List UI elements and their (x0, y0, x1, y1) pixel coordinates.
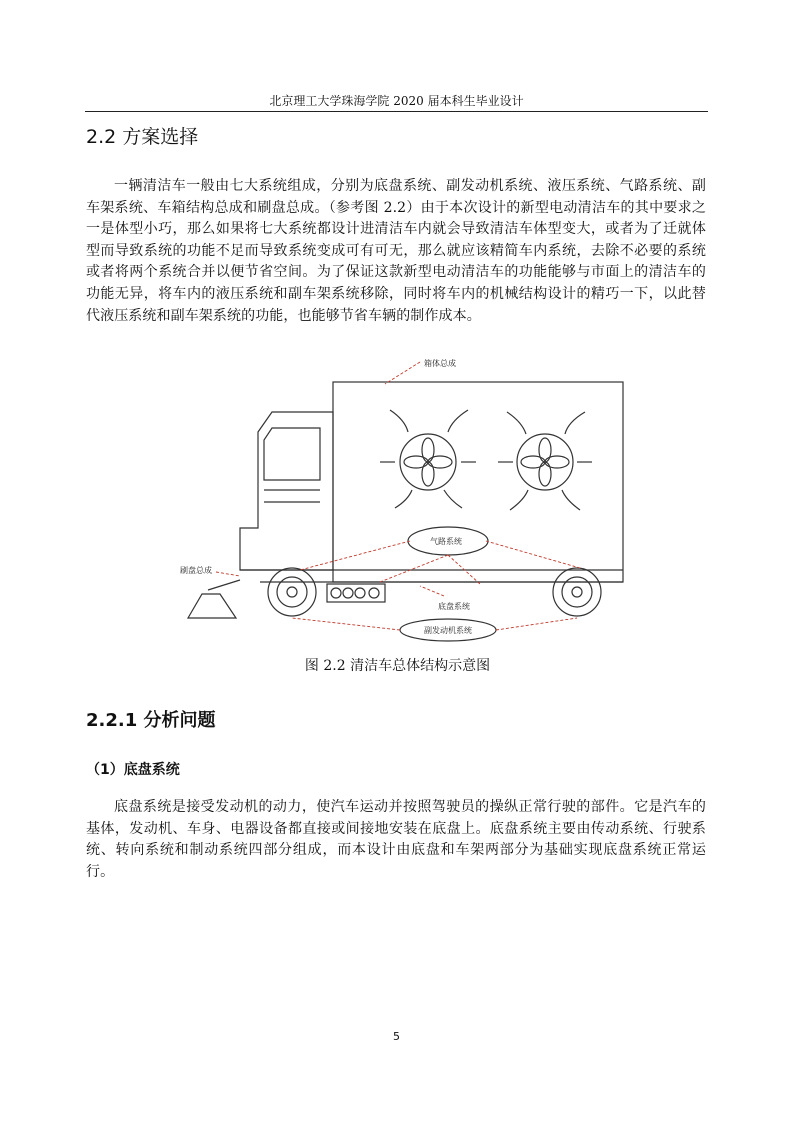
subsection-title: 2.2.1 分析问题 (86, 710, 216, 731)
engine-block (327, 584, 385, 602)
fan-right (517, 434, 573, 490)
figure-caption: 图 2.2 清洁车总体结构示意图 (304, 658, 491, 674)
label-box: 箱体总成 (424, 359, 456, 368)
brush-head (188, 594, 236, 618)
header-rule (85, 111, 708, 112)
section-paragraph: 一辆清洁车一般由七大系统组成，分别为底盘系统、副发动机系统、液压系统、气路系统、副车架系统、车箱结构总成和刷盘总成。（参考图 2.2）由于本次设计的新型电动清洁车的其中要求之一是体型小巧，那么如果将七大系统都设计进清洁车内就会导致清洁车体型变大，或者为了迁就体型而导致系统的功能不足而导致系统变成可有可无，那么就应该精简车内系统，去除不必要的系统或者将两个系统合并以便节省空间。为了保证这款新型电动清洁车的功能能够与市面上的清洁车的功能无异，将车内的液压系统和副车架系统移除，同时将车内的机械结构设计的精巧一下，以此替代液压系统和副车架系统的功能，也能够节省车辆的制作成本。 (86, 178, 706, 324)
fan-left (400, 434, 456, 490)
cab-outline (240, 412, 333, 570)
label-brush: 刷盘总成 (180, 566, 212, 575)
label-engine: 副发动机系统 (424, 626, 472, 635)
label-chassis: 底盘系统 (438, 602, 470, 611)
subsection-paragraph: 底盘系统是接受发动机的动力，使汽车运动并按照驾驶员的操纵正常行驶的部件。它是汽车的基体，发动机、车身、电器设备都直接或间接地安装在底盘上。底盘系统主要由传动系统、行驶系统、转向系统和制动系统四部分组成，而本设计由底盘和车架两部分为基础实现底盘系统正常运行。 (86, 799, 706, 880)
cargo-box-outline (333, 382, 623, 582)
front-wheel (268, 568, 316, 616)
cab-window (264, 428, 320, 480)
rear-wheel (553, 568, 601, 616)
sweeper-diagram (180, 350, 630, 650)
page-header: 北京理工大学珠海学院 2020 届本科生毕业设计 (269, 94, 524, 108)
label-air: 气路系统 (430, 537, 462, 546)
page-number: 5 (393, 1030, 400, 1043)
item-title: （1）底盘系统 (86, 762, 180, 778)
section-title: 2.2 方案选择 (86, 126, 199, 148)
brush-arm (208, 580, 240, 590)
